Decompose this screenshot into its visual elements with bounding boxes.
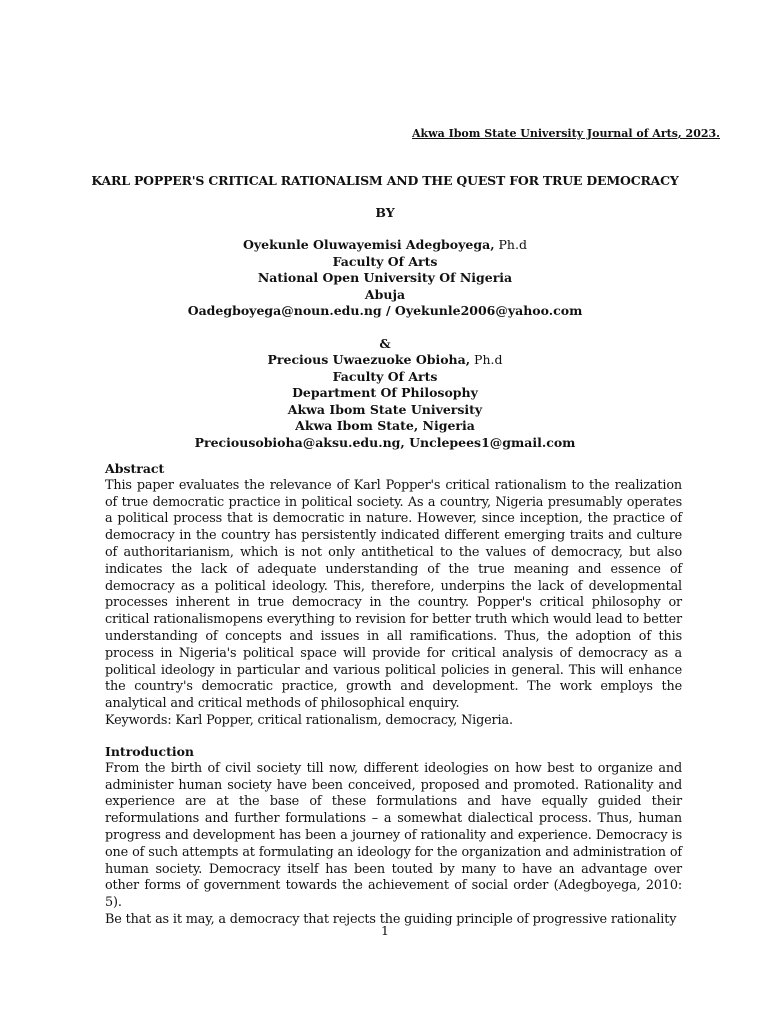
author2-name-line bbox=[0, 352, 770, 369]
author-block bbox=[0, 237, 770, 451]
abstract-section bbox=[105, 461, 682, 730]
introduction-section bbox=[105, 744, 682, 929]
author2-faculty: Faculty Of Arts bbox=[332, 368, 438, 384]
abstract-heading: Abstract bbox=[105, 461, 165, 476]
author2-department: Department Of Philosophy bbox=[292, 385, 478, 400]
author2-state: Akwa Ibom State, Nigeria bbox=[295, 418, 475, 433]
author2-email: Preciousobioha@aksu.edu.ng, Unclepees1@gmail.com bbox=[194, 434, 576, 450]
author1-university: National Open University Of Nigeria bbox=[257, 270, 513, 285]
author1-faculty: Faculty Of Arts bbox=[332, 253, 438, 269]
paper-title: KARL POPPER'S CRITICAL RATIONALISM AND THE QUEST FOR TRUE DEMOCRACY bbox=[91, 173, 679, 188]
author2-degree: Ph.d bbox=[470, 352, 503, 367]
author1-name-line bbox=[0, 237, 770, 254]
introduction-heading: Introduction bbox=[105, 744, 195, 759]
keywords: Keywords: Karl Popper, critical rationalism, democracy, Nigeria. bbox=[105, 712, 513, 728]
introduction-paragraph-2: Be that as it may, a democracy that rejects the guiding principle of progressive rationality bbox=[105, 911, 677, 927]
author2-university: Akwa Ibom State University bbox=[287, 401, 483, 417]
author1-name: Oyekunle Oluwayemisi Adegboyega, bbox=[243, 237, 495, 252]
abstract-body: This paper evaluates the relevance of Karl Popper's critical rationalism to the realization of true democratic practice in political society. As a country, Nigeria presumably operates a political process that is democratic in nature. However, since inception, the practice of democracy in the country has persistently indicated different emerging traits and culture of authoritarianism, which is not only antithetical to the values of democracy, but also indicates the lack of adequate understanding of the true meaning and essence of democracy as a political ideology. This, therefore, underpins the lack of developmental processes inherent in true democracy in the country. Popper's critical philosophy or critical rationalismopens everything to revision for better truth which would lead to better understanding of concepts and issues in all ramifications. Thus, the adoption of this process in Nigeria's political space will provide for critical analysis of democracy as a political ideology in particular and various political policies in general. This will enhance the country's democratic practice, growth and development. The work employs the analytical and critical methods of philosophical enquiry. bbox=[105, 477, 682, 712]
journal-header: Akwa Ibom State University Journal of Arts, 2023. bbox=[412, 127, 720, 140]
introduction-paragraph-1: From the birth of civil society till now, different ideologies on how best to organize and administer human society have been conceived, proposed and promoted. Rationality and experience are at the base of these formulations and have equally guided their reformulations and further formulations – a somewhat dialectical process. Thus, human progress and development has been a journey of rationality and experience. Democracy is one of such attempts at formulating an ideology for the organization and administration of human society. Democracy itself has been touted by many to have an advantage over other forms of government towards the achievement of social order (Adegboyega, 2010: 5). bbox=[105, 760, 682, 911]
ampersand: & bbox=[379, 335, 391, 351]
author1-degree: Ph.d bbox=[494, 237, 527, 252]
author-spacer bbox=[0, 320, 770, 336]
author1-city: Abuja bbox=[364, 286, 406, 302]
author2-name: Precious Uwaezuoke Obioha, bbox=[267, 352, 471, 367]
by-line: BY bbox=[375, 205, 395, 220]
page-number: 1 bbox=[381, 923, 389, 938]
author1-email: Oadegboyega@noun.edu.ng / Oyekunle2006@yahoo.com bbox=[187, 303, 583, 318]
